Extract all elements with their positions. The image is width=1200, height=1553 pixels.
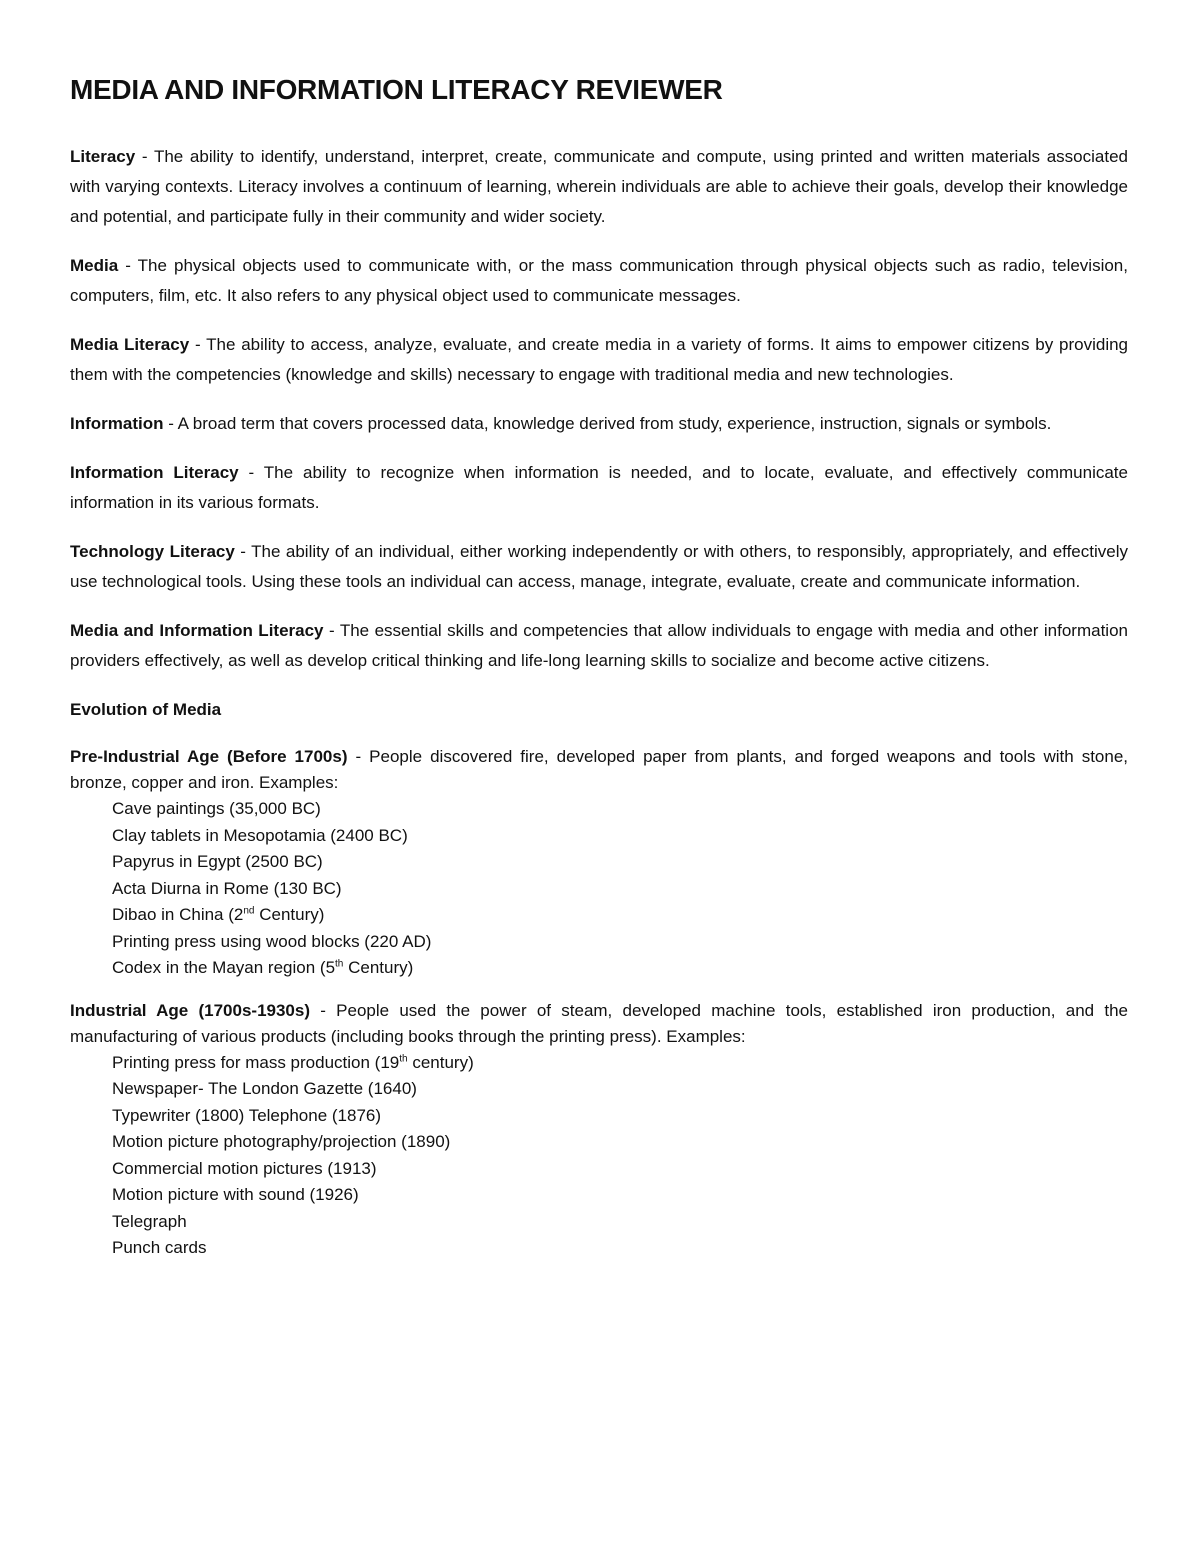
definition-text: The ability to access, analyze, evaluate, and create media in a variety of forms. It aims to empower citizens by providing them with the competencies (knowledge and skills) necessary to engage with traditional media and new technologies.: [70, 335, 1129, 384]
age-name: Industrial Age (1700s-1930s): [70, 1000, 311, 1020]
example-item: [112, 876, 1128, 903]
example-text: Cave paintings (35,000 BC): [112, 799, 321, 818]
example-item: [112, 1076, 1128, 1103]
example-text: Printing press using wood blocks (220 AD): [112, 931, 432, 951]
definition-term: Literacy: [70, 147, 136, 166]
example-item: [112, 1129, 1128, 1156]
definition-term: Information: [70, 414, 164, 433]
example-text: Dibao in China (2: [112, 905, 244, 924]
age-text: People used the power of steam, developed machine tools, established iron production, and the manufacturing of various products (including books through the printing press). Examples:: [70, 1000, 1129, 1046]
example-text: Motion picture photography/projection (1890): [112, 1132, 451, 1151]
definitions-list: [70, 142, 1128, 676]
example-text-end: Century): [343, 958, 414, 977]
definition-media-and-information-literacy: [70, 616, 1128, 676]
age-separator: -: [310, 1000, 337, 1020]
age-separator: -: [347, 747, 370, 766]
document-title: MEDIA AND INFORMATION LITERACY REVIEWER: [70, 74, 723, 105]
examples-list: [70, 796, 1128, 982]
ordinal-suffix: th: [399, 1052, 408, 1064]
example-text: Printing press for mass production (19: [112, 1052, 400, 1072]
evolution-heading: Evolution of Media: [70, 700, 222, 719]
definition-term: Media Literacy: [70, 335, 190, 354]
definition-term: Media and Information Literacy: [70, 621, 324, 640]
example-item: [112, 849, 1128, 876]
example-item: [112, 955, 1128, 982]
age-intro: [70, 998, 1128, 1050]
definition-separator: -: [323, 621, 340, 640]
example-item: [112, 1050, 1128, 1077]
definition-separator: -: [238, 463, 264, 482]
example-item: [112, 1103, 1128, 1130]
age-section-industrial: [70, 998, 1128, 1262]
definition-separator: -: [163, 414, 178, 433]
ordinal-suffix: th: [335, 958, 344, 970]
example-item: [112, 1209, 1128, 1236]
definition-separator: -: [135, 147, 154, 166]
example-text: Motion picture with sound (1926): [112, 1185, 359, 1204]
document-page: [70, 74, 1128, 1278]
definition-literacy: [70, 142, 1128, 232]
example-item: [112, 902, 1128, 929]
example-text: Acta Diurna in Rome (130 BC): [112, 878, 342, 898]
definition-text: The physical objects used to communicate with, or the mass communication through physical objects such as radio, television, computers, film, etc. It also refers to any physical object used to communicate messages.: [70, 256, 1128, 305]
example-item: [112, 823, 1128, 850]
definition-information: [70, 409, 1128, 439]
definition-media-literacy: [70, 330, 1128, 390]
definition-technology-literacy: [70, 537, 1128, 597]
age-text: People discovered fire, developed paper from plants, and forged weapons and tools with stone, bronze, copper and iron. Examples:: [70, 747, 1129, 792]
definition-text: The ability to recognize when information is needed, and to locate, evaluate, and effectively communicate information in its various formats.: [70, 463, 1128, 512]
definition-text: The ability to identify, understand, interpret, create, communicate and compute, using printed and written materials associated with varying contexts. Literacy involves a continuum of learning, wherein individuals are able to achieve their goals, develop their knowledge and potential, and participate fully in their community and wider society.: [70, 147, 1128, 226]
age-section-pre-industrial: [70, 744, 1128, 982]
definition-media: [70, 251, 1128, 311]
age-name: Pre-Industrial Age (Before 1700s): [70, 747, 348, 766]
example-text: Codex in the Mayan region (5: [112, 958, 336, 977]
definition-text: A broad term that covers processed data, knowledge derived from study, experience, instruction, signals or symbols.: [177, 414, 1052, 433]
example-text: Typewriter (1800) Telephone (1876): [112, 1105, 382, 1125]
example-text: Punch cards: [112, 1238, 207, 1257]
example-text: Clay tablets in Mesopotamia (2400 BC): [112, 825, 408, 845]
example-text-end: Century): [254, 905, 325, 924]
age-intro: [70, 744, 1128, 796]
definition-separator: -: [189, 335, 207, 354]
example-item: [112, 1182, 1128, 1209]
example-item: [112, 1235, 1128, 1262]
example-text: Telegraph: [112, 1211, 187, 1231]
example-text: Papyrus in Egypt (2500 BC): [112, 852, 323, 871]
definition-term: Media: [70, 256, 119, 275]
definition-text: The essential skills and competencies that allow individuals to engage with media and other information providers effectively, as well as develop critical thinking and life-long learning skills to socialize and become active citizens.: [70, 621, 1128, 670]
definition-information-literacy: [70, 458, 1128, 518]
definition-term: Technology Literacy: [70, 542, 235, 561]
example-item: [112, 929, 1128, 956]
example-text: Commercial motion pictures (1913): [112, 1158, 377, 1178]
definition-term: Information Literacy: [70, 463, 239, 482]
example-text-end: century): [407, 1052, 474, 1072]
examples-list: [70, 1050, 1128, 1262]
example-item: [112, 1156, 1128, 1183]
definition-separator: -: [118, 256, 138, 275]
example-text: Newspaper- The London Gazette (1640): [112, 1079, 417, 1098]
ordinal-suffix: nd: [243, 905, 255, 917]
definition-separator: -: [234, 542, 252, 561]
example-item: [112, 796, 1128, 823]
definition-text: The ability of an individual, either working independently or with others, to responsibly, appropriately, and effectively use technological tools. Using these tools an individual can access, manage, integrate, evaluate, create and communicate information.: [70, 542, 1128, 591]
